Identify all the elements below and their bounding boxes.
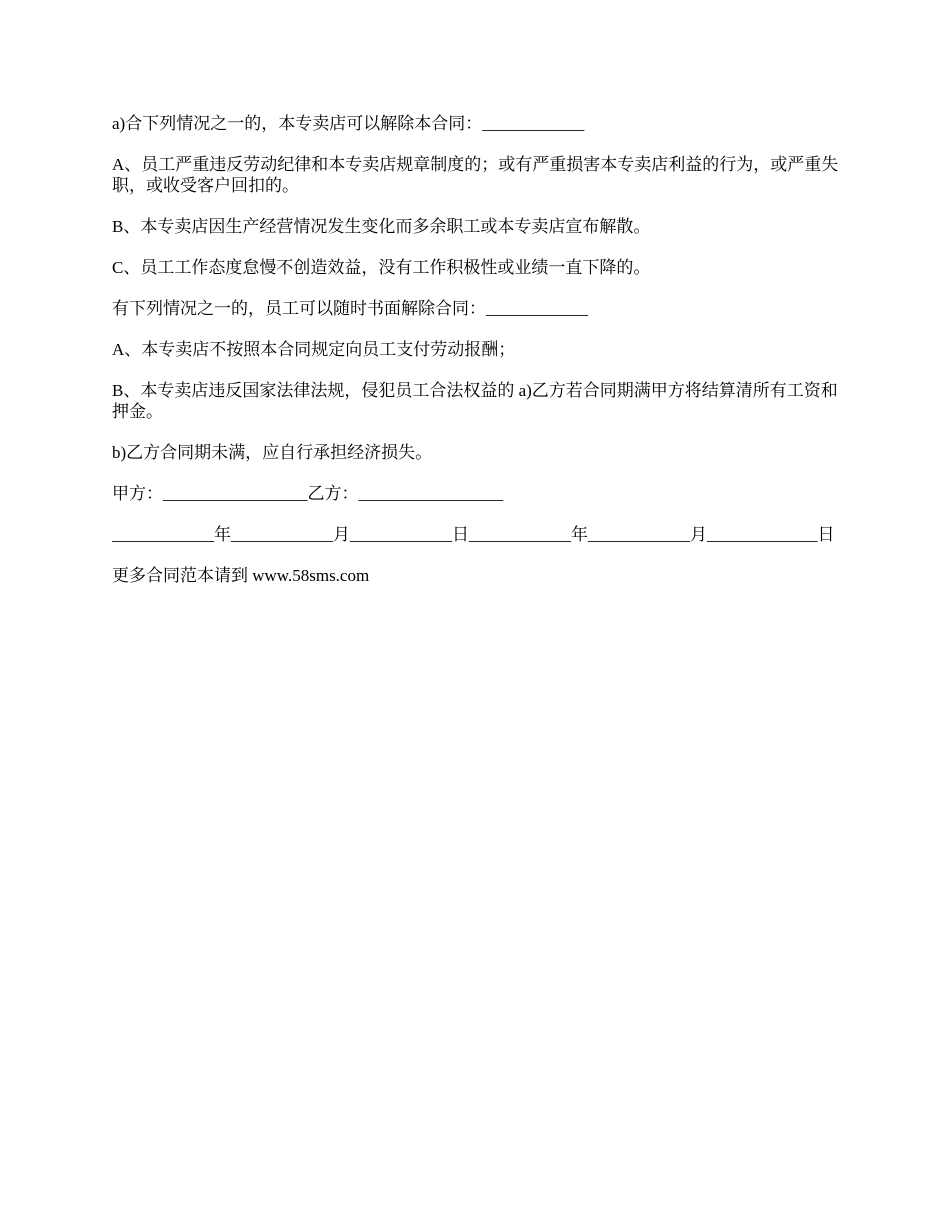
clause-c-performance: C、员工工作态度怠慢不创造效益，没有工作积极性或业绩一直下降的。: [112, 258, 651, 277]
date-line: ____________年____________月____________日____________年____________月_____________日: [112, 525, 835, 544]
clause-b-early-exit: b)乙方合同期未满，应自行承担经济损失。: [112, 443, 433, 462]
document-page: [112, 113, 840, 606]
employee-clause-a-pay: A、本专卖店不按照本合同规定向员工支付劳动报酬；: [112, 340, 516, 359]
termination-by-store-heading: a)合下列情况之一的，本专卖店可以解除本合同：____________: [112, 114, 585, 133]
footer-source-note: 更多合同范本请到 www.58sms.com: [112, 566, 370, 585]
clause-b-dissolution: B、本专卖店因生产经营情况发生变化而多余职工或本专卖店宣布解散。: [112, 217, 651, 236]
employee-clause-b-rights: B、本专卖店违反国家法律法规，侵犯员工合法权益的 a)乙方若合同期满甲方将结算清所有工资和押金。: [112, 381, 838, 421]
clause-a-misconduct: A、员工严重违反劳动纪律和本专卖店规章制度的；或有严重损害本专卖店利益的行为，或严重失职，或收受客户回扣的。: [112, 155, 839, 195]
signature-line: 甲方：_________________乙方：_________________: [112, 484, 503, 503]
termination-by-employee-heading: 有下列情况之一的，员工可以随时书面解除合同：____________: [112, 299, 588, 318]
